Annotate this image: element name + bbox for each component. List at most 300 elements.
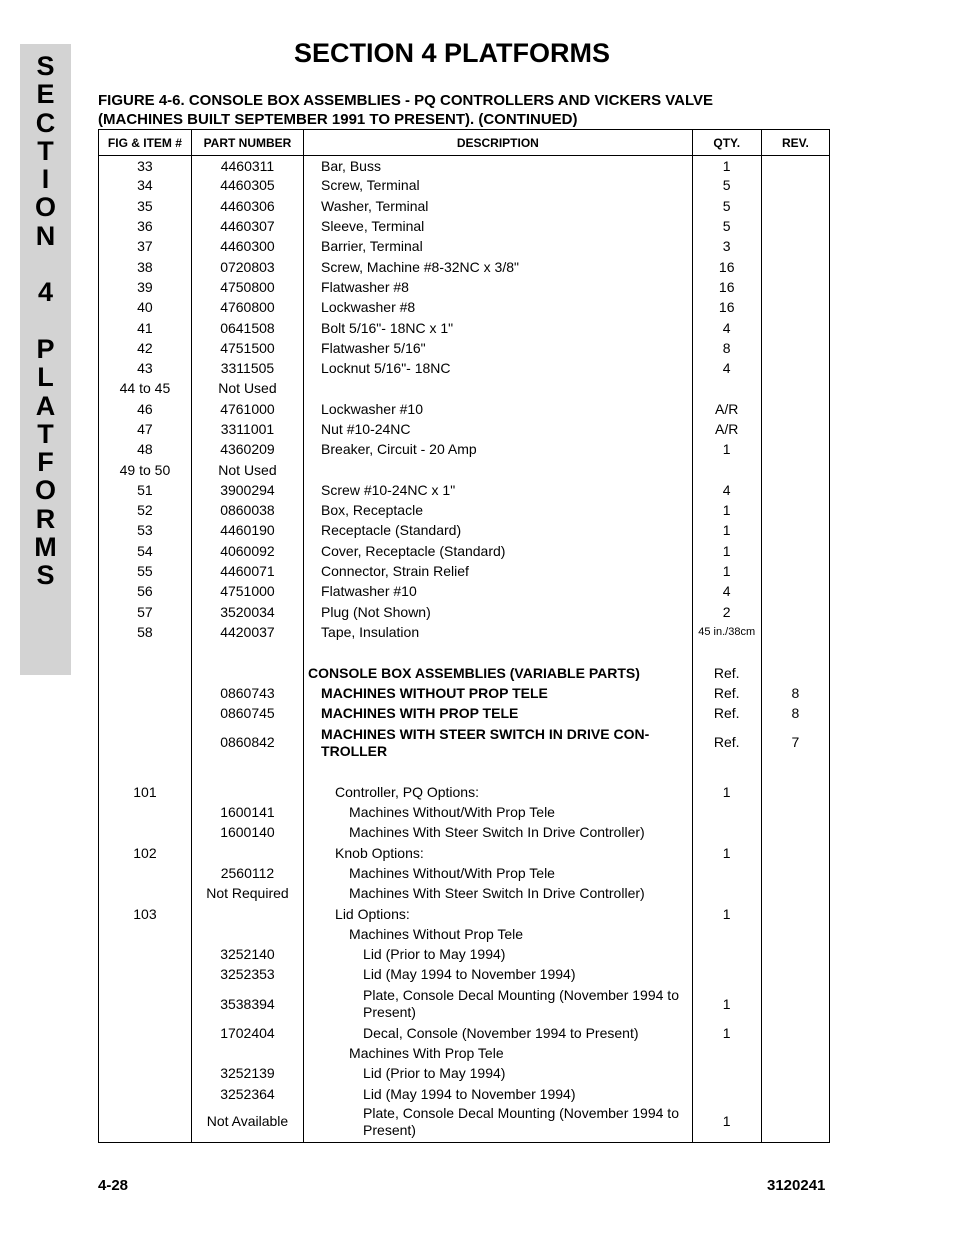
part-number-cell: 4460305 (191, 176, 303, 196)
rev-cell (761, 622, 829, 642)
part-number-cell: Not Used (191, 460, 303, 480)
description-cell: Plug (Not Shown) (304, 602, 693, 622)
table-row (99, 460, 830, 480)
part-number-cell: 0860745 (191, 704, 303, 724)
rev-cell (761, 358, 829, 378)
qty-cell (692, 965, 761, 985)
table-row (99, 501, 830, 521)
fig-item-cell: 44 to 45 (99, 379, 192, 399)
rev-cell (761, 1023, 829, 1043)
description-cell: MACHINES WITHOUT PROP TELE (304, 683, 693, 703)
description-cell: Sleeve, Terminal (304, 216, 693, 236)
description-cell: Washer, Terminal (304, 196, 693, 216)
col-header-fig-item: FIG & ITEM # (99, 130, 192, 156)
rev-cell (761, 843, 829, 863)
rev-cell (761, 904, 829, 924)
table-row (99, 399, 830, 419)
col-header-description: DESCRIPTION (304, 130, 693, 156)
table-row (99, 318, 830, 338)
table-row (99, 480, 830, 500)
side-tab-letter: 4 (37, 277, 54, 308)
description-cell: CONSOLE BOX ASSEMBLIES (VARIABLE PARTS) (304, 663, 693, 683)
fig-item-cell: 33 (99, 156, 192, 176)
qty-cell: 1 (692, 501, 761, 521)
part-number-cell: 3311001 (191, 419, 303, 439)
table-row (99, 663, 830, 683)
description-cell: Lid (Prior to May 1994) (304, 944, 693, 964)
qty-cell: 16 (692, 298, 761, 318)
description-cell: Machines Without/With Prop Tele (304, 863, 693, 883)
side-tab-letter: F (37, 447, 54, 478)
qty-cell: 5 (692, 196, 761, 216)
side-tab-letter: O (34, 475, 56, 506)
rev-cell (761, 643, 829, 663)
qty-cell: 16 (692, 257, 761, 277)
fig-item-cell (99, 643, 192, 663)
table-row (99, 561, 830, 581)
table-row (99, 419, 830, 439)
part-number-cell: 4460306 (191, 196, 303, 216)
table-row (99, 298, 830, 318)
qty-cell (692, 460, 761, 480)
side-tab-letter: O (34, 192, 56, 223)
part-number-cell: 4761000 (191, 399, 303, 419)
part-number-cell: 1600140 (191, 823, 303, 843)
rev-cell (761, 863, 829, 883)
description-cell: Lockwasher #8 (304, 298, 693, 318)
description-cell: Screw #10-24NC x 1" (304, 480, 693, 500)
fig-item-cell: 102 (99, 843, 192, 863)
table-row (99, 863, 830, 883)
description-cell: Flatwasher #10 (304, 582, 693, 602)
description-cell: MACHINES WITH PROP TELE (304, 704, 693, 724)
col-header-part-number: PART NUMBER (191, 130, 303, 156)
fig-item-cell (99, 944, 192, 964)
rev-cell (761, 338, 829, 358)
description-cell: Flatwasher 5/16" (304, 338, 693, 358)
qty-cell: 4 (692, 358, 761, 378)
table-row (99, 156, 830, 176)
figure-title-line-2: (MACHINES BUILT SEPTEMBER 1991 TO PRESENT). (CONTINUED) (98, 111, 578, 128)
side-tab-letters (20, 52, 71, 590)
rev-cell (761, 379, 829, 399)
description-cell: Bolt 5/16"- 18NC x 1" (304, 318, 693, 338)
rev-cell (761, 541, 829, 561)
qty-cell: Ref. (692, 683, 761, 703)
fig-item-cell: 38 (99, 257, 192, 277)
fig-item-cell: 40 (99, 298, 192, 318)
table-row (99, 622, 830, 642)
table-row (99, 1064, 830, 1084)
qty-cell: Ref. (692, 663, 761, 683)
qty-cell: 1 (692, 1104, 761, 1142)
qty-cell: 1 (692, 156, 761, 176)
rev-cell (761, 965, 829, 985)
description-cell: Plate, Console Decal Mounting (November 1994 to Present) (304, 985, 693, 1023)
qty-cell: 1 (692, 521, 761, 541)
fig-item-cell: 34 (99, 176, 192, 196)
qty-cell: 1 (692, 440, 761, 460)
rev-cell (761, 663, 829, 683)
fig-item-cell: 58 (99, 622, 192, 642)
qty-cell (692, 1043, 761, 1063)
table-row (99, 683, 830, 703)
table-spacer-row (99, 643, 830, 663)
fig-item-cell (99, 762, 192, 782)
table-row (99, 985, 830, 1023)
rev-cell (761, 782, 829, 802)
part-number-cell: 1600141 (191, 802, 303, 822)
part-number-cell: 3252139 (191, 1064, 303, 1084)
rev-cell (761, 156, 829, 176)
fig-item-cell (99, 863, 192, 883)
fig-item-cell: 35 (99, 196, 192, 216)
table-row (99, 541, 830, 561)
table-row (99, 379, 830, 399)
side-tab-letter: S (36, 560, 55, 591)
description-cell: Flatwasher #8 (304, 277, 693, 297)
part-number-cell: 4460071 (191, 561, 303, 581)
qty-cell: 3 (692, 237, 761, 257)
fig-item-cell (99, 724, 192, 762)
rev-cell (761, 944, 829, 964)
part-number-cell: 4060092 (191, 541, 303, 561)
part-number-cell: 3311505 (191, 358, 303, 378)
table-row (99, 602, 830, 622)
part-number-cell (191, 1043, 303, 1063)
rev-cell: 8 (761, 683, 829, 703)
table-row (99, 823, 830, 843)
qty-cell (692, 924, 761, 944)
qty-cell: 4 (692, 480, 761, 500)
fig-item-cell: 54 (99, 541, 192, 561)
part-number-cell (191, 762, 303, 782)
part-number-cell (191, 643, 303, 663)
table-row (99, 196, 830, 216)
fig-item-cell (99, 884, 192, 904)
description-cell: Lid (May 1994 to November 1994) (304, 965, 693, 985)
fig-item-cell: 55 (99, 561, 192, 581)
table-row (99, 521, 830, 541)
table-row (99, 843, 830, 863)
description-cell: Nut #10-24NC (304, 419, 693, 439)
rev-cell (761, 237, 829, 257)
part-number-cell: 2560112 (191, 863, 303, 883)
table-row (99, 802, 830, 822)
part-number-cell: Not Used (191, 379, 303, 399)
section-side-tab (20, 44, 71, 675)
side-tab-letter: T (37, 418, 54, 449)
rev-cell (761, 561, 829, 581)
table-row (99, 782, 830, 802)
description-cell: Machines With Prop Tele (304, 1043, 693, 1063)
side-tab-letter: S (36, 51, 55, 81)
part-number-cell: 1702404 (191, 1023, 303, 1043)
part-number-cell: 4751000 (191, 582, 303, 602)
qty-cell: 5 (692, 176, 761, 196)
part-number-cell (191, 782, 303, 802)
description-cell: MACHINES WITH STEER SWITCH IN DRIVE CON-TROLLER (304, 724, 693, 762)
description-cell: Cover, Receptacle (Standard) (304, 541, 693, 561)
table-row (99, 1023, 830, 1043)
qty-cell: 1 (692, 985, 761, 1023)
qty-cell (692, 944, 761, 964)
rev-cell (761, 582, 829, 602)
side-tab-letter: T (37, 135, 54, 166)
qty-cell: 1 (692, 782, 761, 802)
fig-item-cell (99, 663, 192, 683)
figure-title (98, 91, 713, 129)
fig-item-cell (99, 1023, 192, 1043)
part-number-cell: 3252353 (191, 965, 303, 985)
rev-cell (761, 1043, 829, 1063)
description-cell: Barrier, Terminal (304, 237, 693, 257)
description-cell: Knob Options: (304, 843, 693, 863)
side-tab-letter: I (41, 164, 50, 195)
rev-cell (761, 460, 829, 480)
rev-cell (761, 480, 829, 500)
document-number: 3120241 (767, 1177, 826, 1194)
table-row (99, 440, 830, 460)
rev-cell: 8 (761, 704, 829, 724)
rev-cell (761, 318, 829, 338)
qty-cell: A/R (692, 399, 761, 419)
fig-item-cell: 57 (99, 602, 192, 622)
fig-item-cell (99, 704, 192, 724)
rev-cell (761, 216, 829, 236)
qty-cell (692, 884, 761, 904)
description-cell: Machines Without/With Prop Tele (304, 802, 693, 822)
col-header-rev: REV. (761, 130, 829, 156)
side-tab-letter: R (35, 503, 56, 534)
rev-cell (761, 277, 829, 297)
rev-cell (761, 1104, 829, 1142)
rev-cell (761, 501, 829, 521)
qty-cell: 16 (692, 277, 761, 297)
table-row (99, 237, 830, 257)
table-row (99, 924, 830, 944)
table-row (99, 704, 830, 724)
rev-cell (761, 602, 829, 622)
part-number-cell (191, 843, 303, 863)
figure-title-line-1: FIGURE 4-6. CONSOLE BOX ASSEMBLIES - PQ CONTROLLERS AND VICKERS VALVE (98, 92, 714, 109)
side-tab-letter: M (34, 532, 57, 563)
fig-item-cell: 52 (99, 501, 192, 521)
fig-item-cell: 37 (99, 237, 192, 257)
part-number-cell (191, 663, 303, 683)
part-number-cell: 4460311 (191, 156, 303, 176)
description-cell: Lid (May 1994 to November 1994) (304, 1084, 693, 1104)
qty-cell: 1 (692, 561, 761, 581)
side-tab-letter: E (36, 79, 55, 110)
part-number-cell: 4751500 (191, 338, 303, 358)
description-cell: Decal, Console (November 1994 to Present) (304, 1023, 693, 1043)
qty-cell (692, 762, 761, 782)
side-tab-letter: A (35, 390, 56, 421)
description-cell (304, 643, 693, 663)
part-number-cell: 3900294 (191, 480, 303, 500)
qty-cell (692, 1084, 761, 1104)
table-row (99, 257, 830, 277)
rev-cell (761, 823, 829, 843)
description-cell: Tape, Insulation (304, 622, 693, 642)
table-row (99, 582, 830, 602)
part-number-cell: 4420037 (191, 622, 303, 642)
part-number-cell (191, 924, 303, 944)
part-number-cell (191, 904, 303, 924)
table-row (99, 884, 830, 904)
qty-cell: Ref. (692, 724, 761, 762)
fig-item-cell (99, 1104, 192, 1142)
part-number-cell: 4760800 (191, 298, 303, 318)
rev-cell (761, 176, 829, 196)
table-row (99, 176, 830, 196)
description-cell (304, 379, 693, 399)
description-cell: Breaker, Circuit - 20 Amp (304, 440, 693, 460)
qty-cell: 45 in./38cm (692, 622, 761, 642)
part-number-cell: Not Available (191, 1104, 303, 1142)
qty-cell: 1 (692, 904, 761, 924)
part-number-cell: 0860038 (191, 501, 303, 521)
description-cell (304, 460, 693, 480)
part-number-cell: 0860743 (191, 683, 303, 703)
fig-item-cell: 51 (99, 480, 192, 500)
table-row (99, 904, 830, 924)
fig-item-cell: 56 (99, 582, 192, 602)
fig-item-cell (99, 1064, 192, 1084)
description-cell: Bar, Buss (304, 156, 693, 176)
fig-item-cell: 103 (99, 904, 192, 924)
rev-cell (761, 884, 829, 904)
description-cell: Machines With Steer Switch In Drive Controller) (304, 823, 693, 843)
part-number-cell: 0860842 (191, 724, 303, 762)
qty-cell (692, 1064, 761, 1084)
rev-cell (761, 196, 829, 216)
part-number-cell: 4750800 (191, 277, 303, 297)
qty-cell: 5 (692, 216, 761, 236)
side-tab-letter: L (37, 362, 54, 393)
part-number-cell: 4360209 (191, 440, 303, 460)
part-number-cell: 0720803 (191, 257, 303, 277)
side-tab-letter: C (35, 107, 56, 138)
part-number-cell: 4460190 (191, 521, 303, 541)
table-row (99, 216, 830, 236)
qty-cell (692, 379, 761, 399)
qty-cell: Ref. (692, 704, 761, 724)
part-number-cell: 3252364 (191, 1084, 303, 1104)
description-cell: Box, Receptacle (304, 501, 693, 521)
side-tab-letter: N (35, 220, 56, 251)
fig-item-cell: 49 to 50 (99, 460, 192, 480)
fig-item-cell: 53 (99, 521, 192, 541)
fig-item-cell (99, 683, 192, 703)
rev-cell (761, 1064, 829, 1084)
rev-cell (761, 298, 829, 318)
table-row (99, 1104, 830, 1142)
parts-table-body (99, 156, 830, 1143)
rev-cell (761, 924, 829, 944)
qty-cell: 8 (692, 338, 761, 358)
qty-cell (692, 643, 761, 663)
fig-item-cell (99, 965, 192, 985)
table-header-row (99, 130, 830, 156)
part-number-cell: 3538394 (191, 985, 303, 1023)
rev-cell (761, 802, 829, 822)
part-number-cell: 3252140 (191, 944, 303, 964)
section-title: SECTION 4 PLATFORMS (294, 38, 611, 68)
fig-item-cell: 47 (99, 419, 192, 439)
description-cell: Lid (Prior to May 1994) (304, 1064, 693, 1084)
table-row (99, 358, 830, 378)
part-number-cell: 4460307 (191, 216, 303, 236)
fig-item-cell (99, 924, 192, 944)
qty-cell: 1 (692, 843, 761, 863)
rev-cell (761, 440, 829, 460)
parts-table (98, 129, 830, 1143)
col-header-qty: QTY. (692, 130, 761, 156)
page-number: 4-28 (98, 1177, 129, 1194)
description-cell (304, 762, 693, 782)
qty-cell (692, 823, 761, 843)
fig-item-cell (99, 1043, 192, 1063)
fig-item-cell (99, 823, 192, 843)
qty-cell: 1 (692, 1023, 761, 1043)
fig-item-cell: 48 (99, 440, 192, 460)
fig-item-cell: 46 (99, 399, 192, 419)
table-row (99, 277, 830, 297)
description-cell: Screw, Machine #8-32NC x 3/8" (304, 257, 693, 277)
description-cell: Lid Options: (304, 904, 693, 924)
description-cell: Lockwasher #10 (304, 399, 693, 419)
qty-cell: 4 (692, 582, 761, 602)
qty-cell: 1 (692, 541, 761, 561)
rev-cell (761, 399, 829, 419)
fig-item-cell (99, 985, 192, 1023)
rev-cell: 7 (761, 724, 829, 762)
description-cell: Machines Without Prop Tele (304, 924, 693, 944)
fig-item-cell: 42 (99, 338, 192, 358)
table-row (99, 338, 830, 358)
table-row (99, 1043, 830, 1063)
fig-item-cell (99, 802, 192, 822)
fig-item-cell: 36 (99, 216, 192, 236)
qty-cell: A/R (692, 419, 761, 439)
fig-item-cell (99, 1084, 192, 1104)
qty-cell: 2 (692, 602, 761, 622)
table-row (99, 724, 830, 762)
description-cell: Receptacle (Standard) (304, 521, 693, 541)
fig-item-cell: 101 (99, 782, 192, 802)
fig-item-cell: 41 (99, 318, 192, 338)
part-number-cell: 3520034 (191, 602, 303, 622)
rev-cell (761, 257, 829, 277)
rev-cell (761, 419, 829, 439)
qty-cell: 4 (692, 318, 761, 338)
fig-item-cell: 39 (99, 277, 192, 297)
description-cell: Locknut 5/16"- 18NC (304, 358, 693, 378)
table-row (99, 944, 830, 964)
rev-cell (761, 1084, 829, 1104)
description-cell: Controller, PQ Options: (304, 782, 693, 802)
qty-cell (692, 863, 761, 883)
rev-cell (761, 521, 829, 541)
fig-item-cell: 43 (99, 358, 192, 378)
part-number-cell: Not Required (191, 884, 303, 904)
table-row (99, 1084, 830, 1104)
part-number-cell: 4460300 (191, 237, 303, 257)
rev-cell (761, 762, 829, 782)
part-number-cell: 0641508 (191, 318, 303, 338)
